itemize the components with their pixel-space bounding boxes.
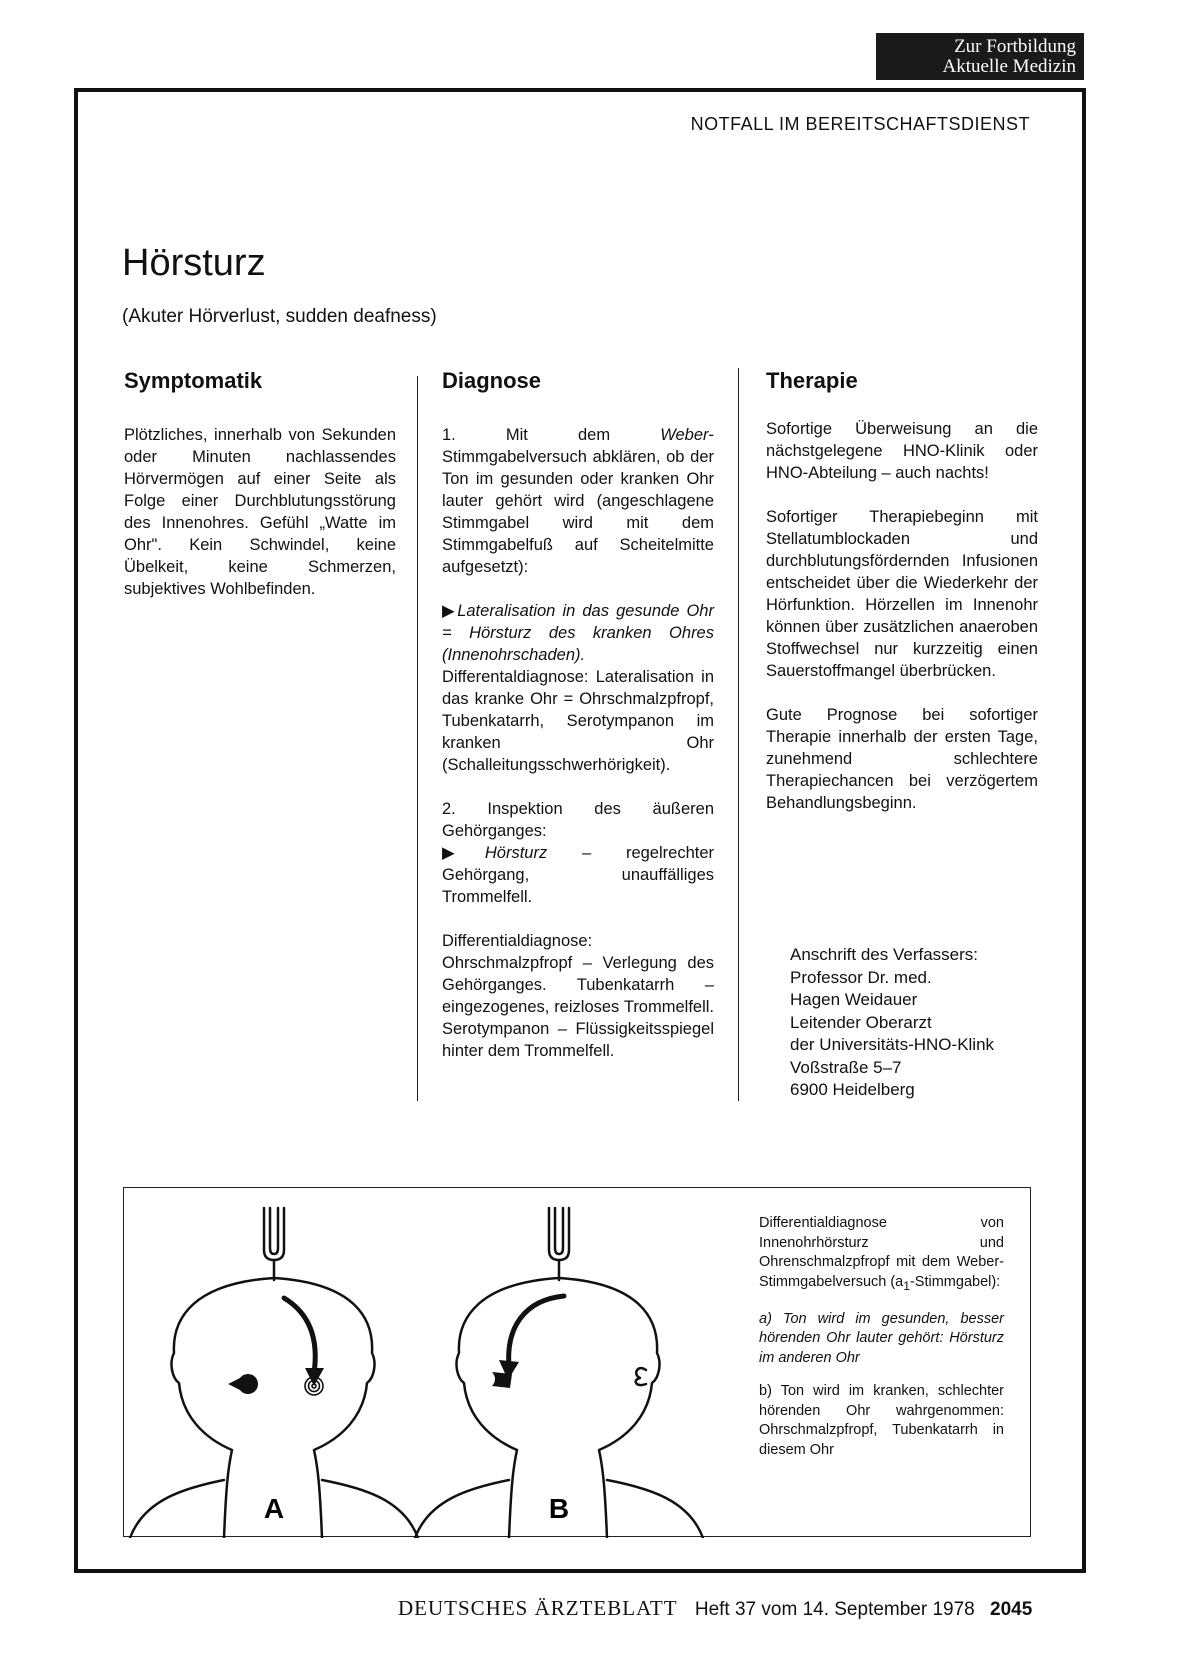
- column-therapie: [766, 370, 1038, 836]
- column-symptomatik: [124, 370, 396, 622]
- caption-intro-text: Differentialdiagnose von Innenohrhörsturz und Ohrenschmalzpfropf mit dem Weber-Stimmgabelversuch (a: [759, 1215, 1004, 1290]
- figure-weber-test: [123, 1187, 1031, 1537]
- figure-label-b: B: [548, 1493, 570, 1524]
- section-label: NOTFALL IM BEREITSCHAFTSDIENST: [690, 114, 1030, 134]
- figure-caption: [759, 1214, 1004, 1474]
- triangle-bullet-icon: ▶: [442, 602, 458, 620]
- column-diagnose: [442, 370, 714, 1084]
- diagnose-p2-rest: Differentaldiagnose: Lateralisation in das kranke Ohr = Ohrschmalzpfropf, Tubenkatarrh, Serotympanon im kranken Ohr (Schalleitungsschwerhörigkeit).: [442, 668, 714, 774]
- diagnose-p2-italic: Lateralisation in das gesunde Ohr = Hörsturz des kranken Ohres (Innenohrschaden).: [442, 602, 714, 664]
- diagnose-paragraph-1: [442, 424, 714, 578]
- weber-test-illustration: [124, 1188, 754, 1538]
- diagnose-p3-rest: – regelrechter Gehörgang, unauffälliges Trommelfell.: [442, 844, 714, 906]
- diagnose-p3-italic: Hörsturz: [484, 844, 548, 862]
- heading-therapie: Therapie: [766, 368, 858, 393]
- therapie-paragraph-1: Sofortige Überweisung an die nächstgelegene HNO-Klinik oder HNO-Abteilung – auch nachts!: [766, 420, 1038, 482]
- heading-symptomatik: Symptomatik: [124, 368, 263, 393]
- heading-diagnose: Diagnose: [442, 368, 542, 393]
- ear-plug-b: [492, 1372, 512, 1388]
- corner-tag-line1: Zur Fortbildung: [954, 36, 1076, 57]
- diagnose-paragraph-3: [442, 798, 714, 908]
- therapie-paragraph-2: Sofortiger Therapiebeginn mit Stellatumblockaden und durchblutungsfördernden Infusionen entscheidet über die Wiederkehr der Hörfunktion. Hörzellen im Innenohr können über zusätzlichen anaeroben Stoffwechsel nur kurzzeitig einen Sauerstoffmangel überbrücken.: [766, 508, 1038, 680]
- address-line: der Universitäts-HNO-Klink: [790, 1035, 995, 1054]
- caption-intro: [759, 1214, 1004, 1296]
- address-line: Leitender Oberarzt: [790, 1012, 932, 1032]
- author-address: [790, 944, 994, 1102]
- address-line: Professor Dr. med.: [790, 967, 932, 987]
- address-label: Anschrift des Verfassers:: [790, 945, 979, 964]
- caption-b: b) Ton wird im kranken, schlechter hörenden Ohr wahrgenommen: Ohrschmalzpfropf, Tubenkatarrh in diesem Ohr: [759, 1383, 1004, 1458]
- diagnose-p1-italic: Weber: [660, 426, 709, 444]
- figure-label-a: A: [263, 1493, 285, 1524]
- diagnose-p3-text: 2. Inspektion des äußeren Gehörganges:: [442, 800, 714, 840]
- caption-intro-text-end: -Stimmgabel):: [909, 1273, 1001, 1290]
- page-number: 2045: [990, 1599, 1033, 1620]
- page-footer: [398, 1596, 1032, 1621]
- article-subtitle: (Akuter Hörverlust, sudden deafness): [122, 306, 437, 327]
- caption-a: [759, 1310, 1004, 1369]
- head-a-drawing: [130, 1208, 418, 1538]
- address-line: Voßstraße 5–7: [790, 1057, 902, 1077]
- diagnose-paragraph-2: [442, 600, 714, 776]
- article-title: Hörsturz: [122, 242, 266, 284]
- corner-tag-line2: Aktuelle Medizin: [942, 56, 1076, 77]
- caption-intro-subscript: 1: [903, 1278, 910, 1293]
- symptomatik-text: Plötzliches, innerhalb von Sekunden oder Minuten nachlassendes Hörvermögen auf einer Seite als Folge einer Durchblutungsstörung des Innenohres. Gefühl „Watte im Ohr". Kein Schwindel, keine Übelkeit, keine Schmerzen, subjektives Wohlbefinden.: [124, 426, 396, 598]
- caption-a-text: a) Ton wird im gesunden, besser hörenden Ohr lauter gehört: Hörsturz im anderen Ohr: [759, 1310, 1004, 1366]
- journal-name: DEUTSCHES ÄRZTEBLATT: [398, 1596, 678, 1620]
- therapie-paragraph-3: Gute Prognose bei sofortiger Therapie innerhalb der ersten Tage, zunehmend schlechtere Therapiechancen bei verzögertem Behandlungsbeginn.: [766, 706, 1038, 812]
- head-b-drawing: [415, 1208, 703, 1538]
- column-divider-2: [738, 368, 739, 1101]
- diagnose-p1-before: 1. Mit dem: [442, 426, 661, 444]
- address-line: 6900 Heidelberg: [790, 1080, 915, 1099]
- diagnose-paragraph-4: Differentialdiagnose: Ohrschmalzpfropf – Verlegung des Gehörganges. Tubenkatarrh – eingezogenes, reizloses Trommelfell. Serotympanon – Flüssigkeitsspiegel hinter dem Trommelfell.: [442, 932, 714, 1060]
- triangle-bullet-icon: ▶: [442, 844, 485, 862]
- address-line: Hagen Weidauer: [790, 990, 918, 1009]
- article-frame: [74, 88, 1086, 1573]
- diagnose-p1-after: -Stimmgabelversuch abklären, ob der Ton im gesunden oder kranken Ohr lauter gehört wird (angeschlagene Stimmgabel wird mit dem Stimmgabelfuß auf Scheitelmitte aufgesetzt):: [442, 426, 714, 576]
- corner-tag: [876, 33, 1084, 80]
- column-divider-1: [417, 376, 418, 1101]
- issue-info: Heft 37 vom 14. September 1978: [694, 1599, 975, 1620]
